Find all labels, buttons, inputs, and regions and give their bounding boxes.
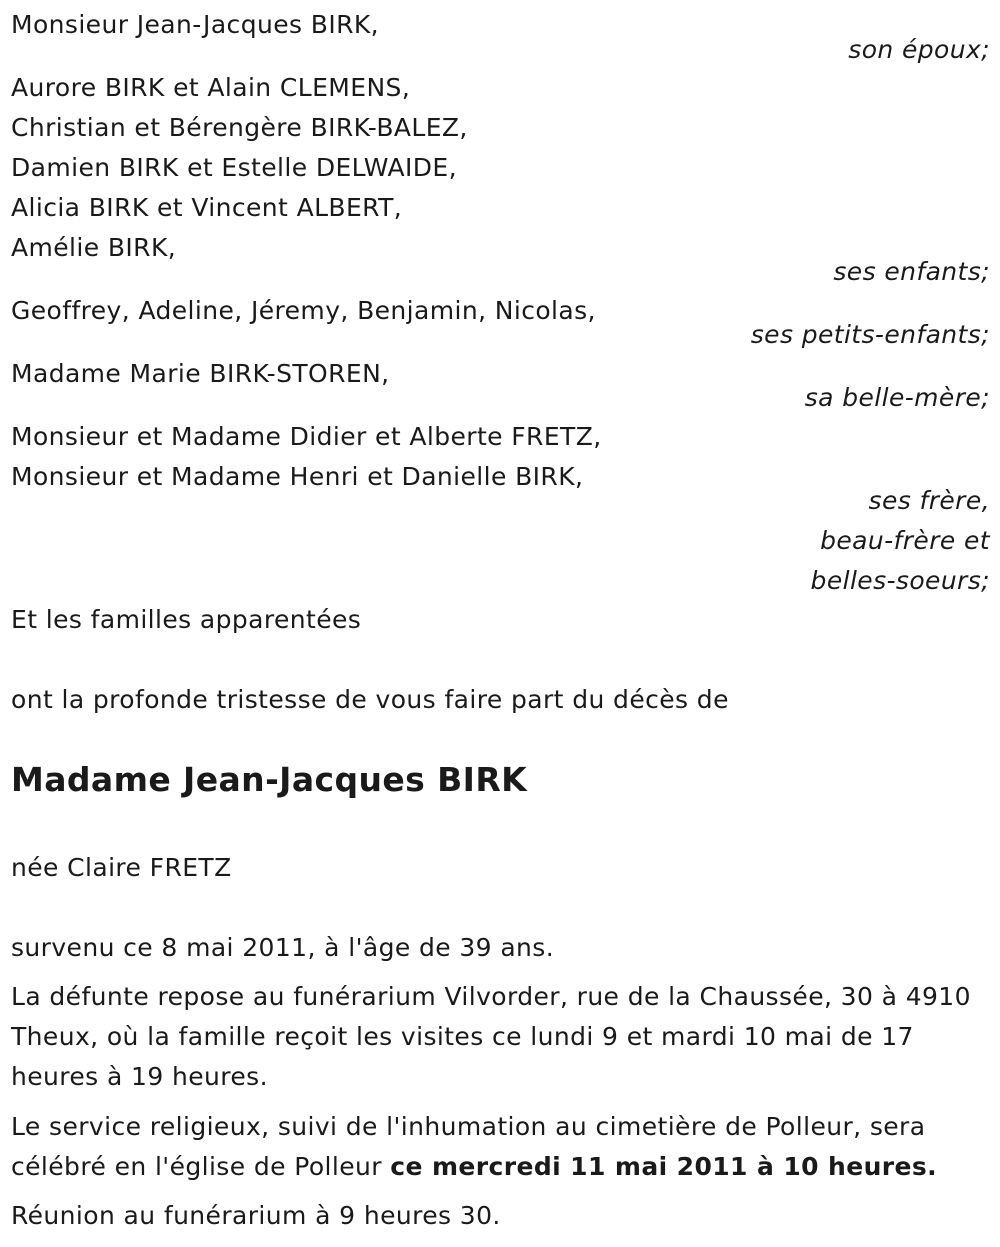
meeting-line: Réunion au funérarium à 9 heures 30. (11, 1201, 501, 1230)
announcement-text: ont la profonde tristesse de vous faire part du décès de (11, 685, 729, 714)
mother-in-law-name: Madame Marie BIRK-STOREN, (11, 359, 390, 388)
children-role: ses enfants; (833, 257, 990, 286)
service-date: ce mercredi 11 mai 2011 à 10 heures. (390, 1152, 938, 1181)
deceased-name: Madame Jean-Jacques BIRK (11, 760, 528, 799)
viewing-paragraph: La défunte repose au funérarium Vilvorder, rue de la Chaussée, 30 à 4910 Theux, où la famille reçoit les visites ce lundi 9 et mardi 10 mai de 17 heures à 19 heures. (11, 982, 971, 1091)
child-name: Damien BIRK et Estelle DELWAIDE, (11, 153, 457, 182)
siblings-role-line: belles-soeurs; (810, 566, 990, 595)
birth-name: née Claire FRETZ (11, 853, 232, 882)
spouse-role: son époux; (848, 35, 990, 64)
sibling-name: Monsieur et Madame Didier et Alberte FRETZ, (11, 422, 602, 451)
child-name: Christian et Bérengère BIRK-BALEZ, (11, 113, 468, 142)
spouse-name: Monsieur Jean-Jacques BIRK, (11, 10, 380, 39)
sibling-name: Monsieur et Madame Henri et Danielle BIRK, (11, 462, 584, 491)
child-name: Amélie BIRK, (11, 233, 177, 262)
siblings-role-line: ses frère, (868, 486, 990, 515)
mother-in-law-role: sa belle-mère; (804, 383, 990, 412)
siblings-role-line: beau-frère et (820, 526, 990, 555)
grandchildren-role: ses petits-enfants; (750, 320, 990, 349)
service-intro: Le service religieux, suivi de l'inhumation au cimetière de Polleur, sera célébré en l'église de Polleur (11, 1112, 926, 1181)
child-name: Aurore BIRK et Alain CLEMENS, (11, 73, 411, 102)
date-of-death: survenu ce 8 mai 2011, à l'âge de 39 ans. (11, 933, 555, 962)
service-paragraph (11, 1107, 986, 1187)
child-name: Alicia BIRK et Vincent ALBERT, (11, 193, 403, 222)
grandchildren-names: Geoffrey, Adeline, Jéremy, Benjamin, Nicolas, (11, 296, 596, 325)
relatives-line: Et les familles apparentées (11, 605, 362, 634)
